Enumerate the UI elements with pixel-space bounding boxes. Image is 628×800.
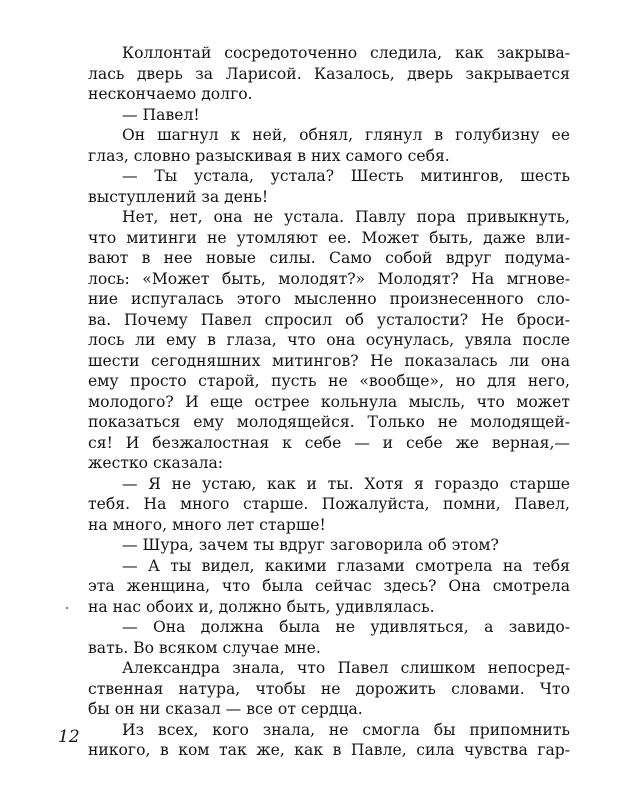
text-line: что митинги не утомляют ее. Может быть, даже вли-: [88, 228, 570, 247]
text-line: Коллонтай сосредоточенно следила, как закрыва-: [122, 44, 570, 62]
text-line: — Ты устала, устала? Шесть митингов, шесть: [122, 167, 570, 185]
text-line: вать. Во всяком случае мне.: [88, 638, 321, 657]
text-line: ние испугалась этого мысленно произнесенного сло-: [88, 290, 570, 308]
text-line: никого, в ком так же, как в Павле, сила чувства гар-: [88, 741, 570, 759]
text-line: молодого? И еще острее кольнула мысль, что может: [88, 392, 570, 411]
text-line: ственная натура, чтобы не дорожить словами. Что: [88, 679, 570, 698]
text-line: — Павел!: [122, 105, 200, 124]
text-line: показаться ему молодящейся. Только не молодящей-: [88, 413, 570, 431]
text-line: ва. Почему Павел спросил об усталости? Не броси-: [88, 310, 570, 329]
text-line: лось: «Может быть, молодят?» Молодят? На мгнове-: [88, 269, 570, 288]
text-line: Александра знала, что Павел слишком непосред-: [122, 659, 570, 677]
print-speck: [66, 607, 68, 609]
text-line: вают в нее новые силы. Само собой вдруг подума-: [88, 249, 570, 267]
text-line: лась дверь за Ларисой. Казалось, дверь закрывается: [88, 64, 570, 83]
text-line: Нет, нет, она не устала. Павлу пора привыкнуть,: [122, 208, 570, 226]
text-line: — Я не устаю, как и ты. Хотя я гораздо старше: [122, 474, 570, 493]
text-line: эта женщина, что была сейчас здесь? Она смотрела: [88, 577, 570, 595]
text-line: ему просто старой, пусть не «вообще», но для него,: [88, 372, 570, 390]
text-line: на много, много лет старше!: [88, 515, 326, 534]
text-line: бы он ни сказал — все от сердца.: [88, 700, 363, 718]
text-line: лось ли ему в глаза, что она осунулась, увяла после: [88, 331, 570, 349]
text-line: Он шагнул к ней, обнял, глянул в голубизну ее: [122, 126, 570, 144]
text-line: — А ты видел, какими глазами смотрела на тебя: [122, 556, 570, 575]
text-line: шести сегодняшних митингов? Не показалась ли она: [88, 351, 570, 370]
text-line: нескончаемо долго.: [88, 85, 253, 103]
text-line: глаз, словно разыскивая в них самого себя.: [88, 146, 450, 165]
text-line: выступлений за день!: [88, 187, 269, 206]
text-line: ся! И безжалостная к себе — и себе же верная,—: [88, 433, 570, 452]
text-line: — Шура, зачем ты вдруг заговорила об этом?: [122, 536, 499, 554]
text-line: тебя. На много старше. Пожалуйста, помни, Павел,: [88, 495, 570, 513]
body-text: [88, 43, 570, 761]
page-number: 12: [58, 727, 80, 747]
text-line: Из всех, кого знала, не смогла бы припомнить: [122, 720, 570, 739]
text-line: — Она должна была не удивляться, а завидо-: [122, 618, 570, 636]
text-line: на нас обоих и, должно быть, удивлялась.: [88, 597, 435, 616]
text-line: жестко сказала:: [88, 454, 224, 472]
